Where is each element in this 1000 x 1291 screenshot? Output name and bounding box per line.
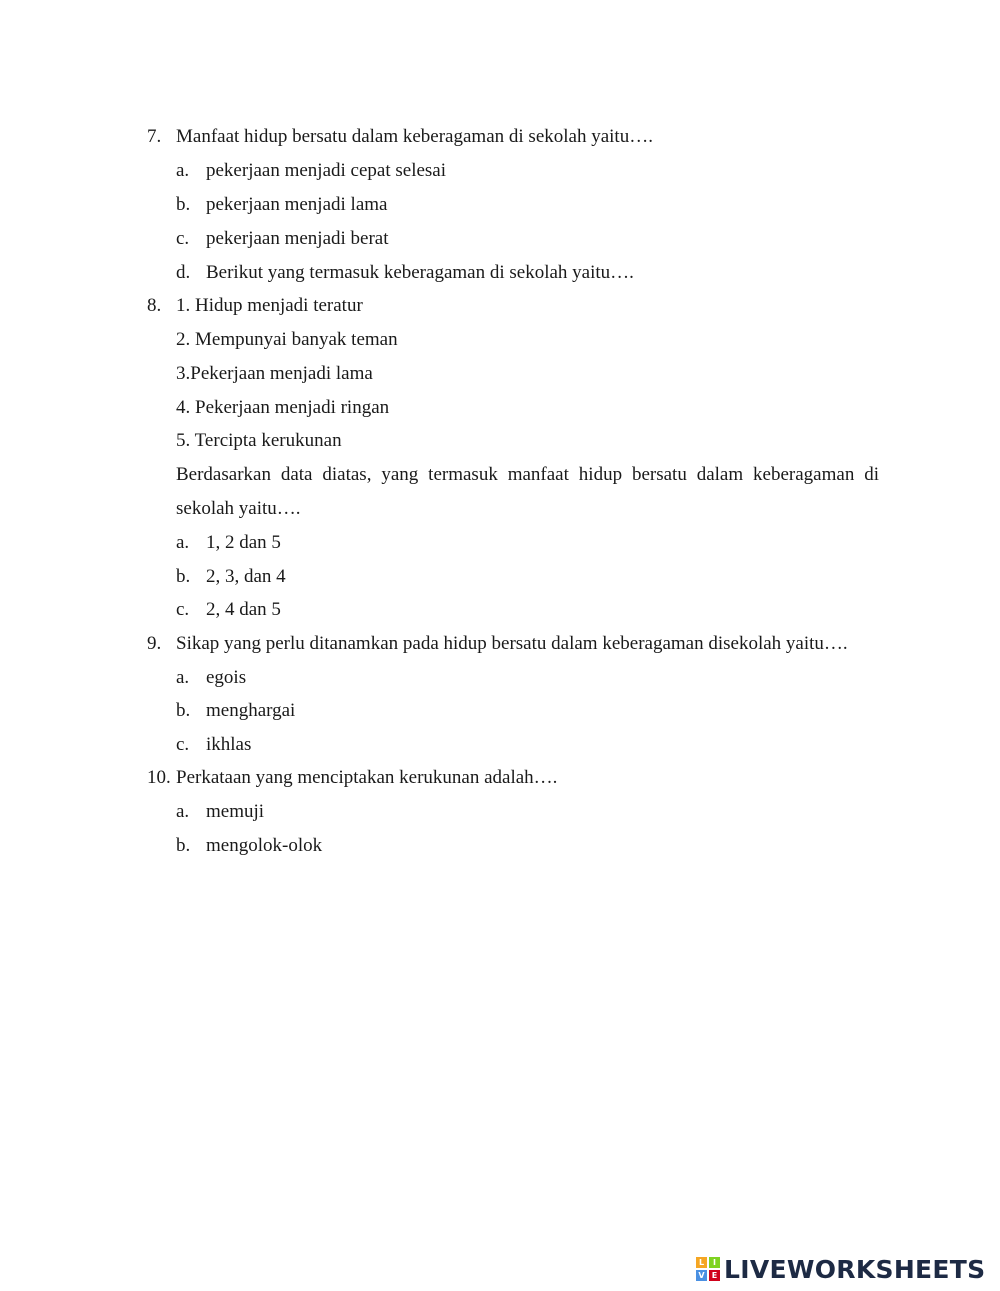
q8-option-c-letter: c. (176, 599, 190, 620)
question-7-text: Manfaat hidup bersatu dalam keberagaman di sekolah yaitu…. (176, 126, 653, 147)
logo-block-v: V (696, 1270, 707, 1281)
live-blocks-icon (696, 1257, 720, 1281)
liveworksheets-logo (696, 1254, 985, 1284)
q9-option-a: egois (206, 667, 247, 688)
logo-block-i: I (709, 1257, 720, 1268)
q7-option-a-letter: a. (176, 160, 190, 181)
q9-option-c: ikhlas (206, 734, 252, 755)
question-8-text: Berdasarkan data diatas, yang termasuk manfaat hidup bersatu dalam keberagaman di sekolah yaitu…. (176, 464, 879, 519)
q10-option-b-letter: b. (176, 835, 191, 856)
q9-option-b-letter: b. (176, 700, 191, 721)
question-8-number: 8. (147, 295, 162, 316)
q8-item-1: 1. Hidup menjadi teratur (176, 295, 363, 316)
q7-option-c: pekerjaan menjadi berat (206, 228, 389, 249)
q9-option-b: menghargai (206, 700, 296, 721)
q7-option-d-letter: d. (176, 262, 191, 283)
q9-option-a-letter: a. (176, 667, 190, 688)
question-10-text: Perkataan yang menciptakan kerukunan adalah…. (176, 767, 558, 788)
q7-option-c-letter: c. (176, 228, 190, 249)
q7-option-b: pekerjaan menjadi lama (206, 194, 388, 215)
q7-option-a: pekerjaan menjadi cepat selesai (206, 160, 447, 181)
q8-item-4: 4. Pekerjaan menjadi ringan (176, 397, 390, 418)
q8-item-5: 5. Tercipta kerukunan (176, 430, 342, 451)
q7-option-d: Berikut yang termasuk keberagaman di sekolah yaitu…. (206, 262, 634, 283)
question-10-number: 10. (147, 767, 171, 788)
q10-option-a: memuji (206, 801, 265, 822)
q8-item-2: 2. Mempunyai banyak teman (176, 329, 398, 350)
question-7-number: 7. (147, 126, 162, 147)
logo-text: LIVEWORKSHEETS (724, 1254, 986, 1284)
q8-option-b-letter: b. (176, 566, 191, 587)
q7-option-b-letter: b. (176, 194, 191, 215)
q8-option-a: 1, 2 dan 5 (206, 532, 281, 553)
question-9-number: 9. (147, 633, 162, 654)
logo-block-e: E (709, 1270, 720, 1281)
question-9-text: Sikap yang perlu ditanamkan pada hidup bersatu dalam keberagaman disekolah yaitu…. (176, 633, 848, 654)
q8-option-a-letter: a. (176, 532, 190, 553)
q10-option-b: mengolok-olok (206, 835, 323, 856)
q8-option-c: 2, 4 dan 5 (206, 599, 281, 620)
q8-item-3: 3.Pekerjaan menjadi lama (176, 363, 373, 384)
logo-block-l: L (696, 1257, 707, 1268)
q8-option-b: 2, 3, dan 4 (206, 566, 286, 587)
q10-option-a-letter: a. (176, 801, 190, 822)
q9-option-c-letter: c. (176, 734, 190, 755)
